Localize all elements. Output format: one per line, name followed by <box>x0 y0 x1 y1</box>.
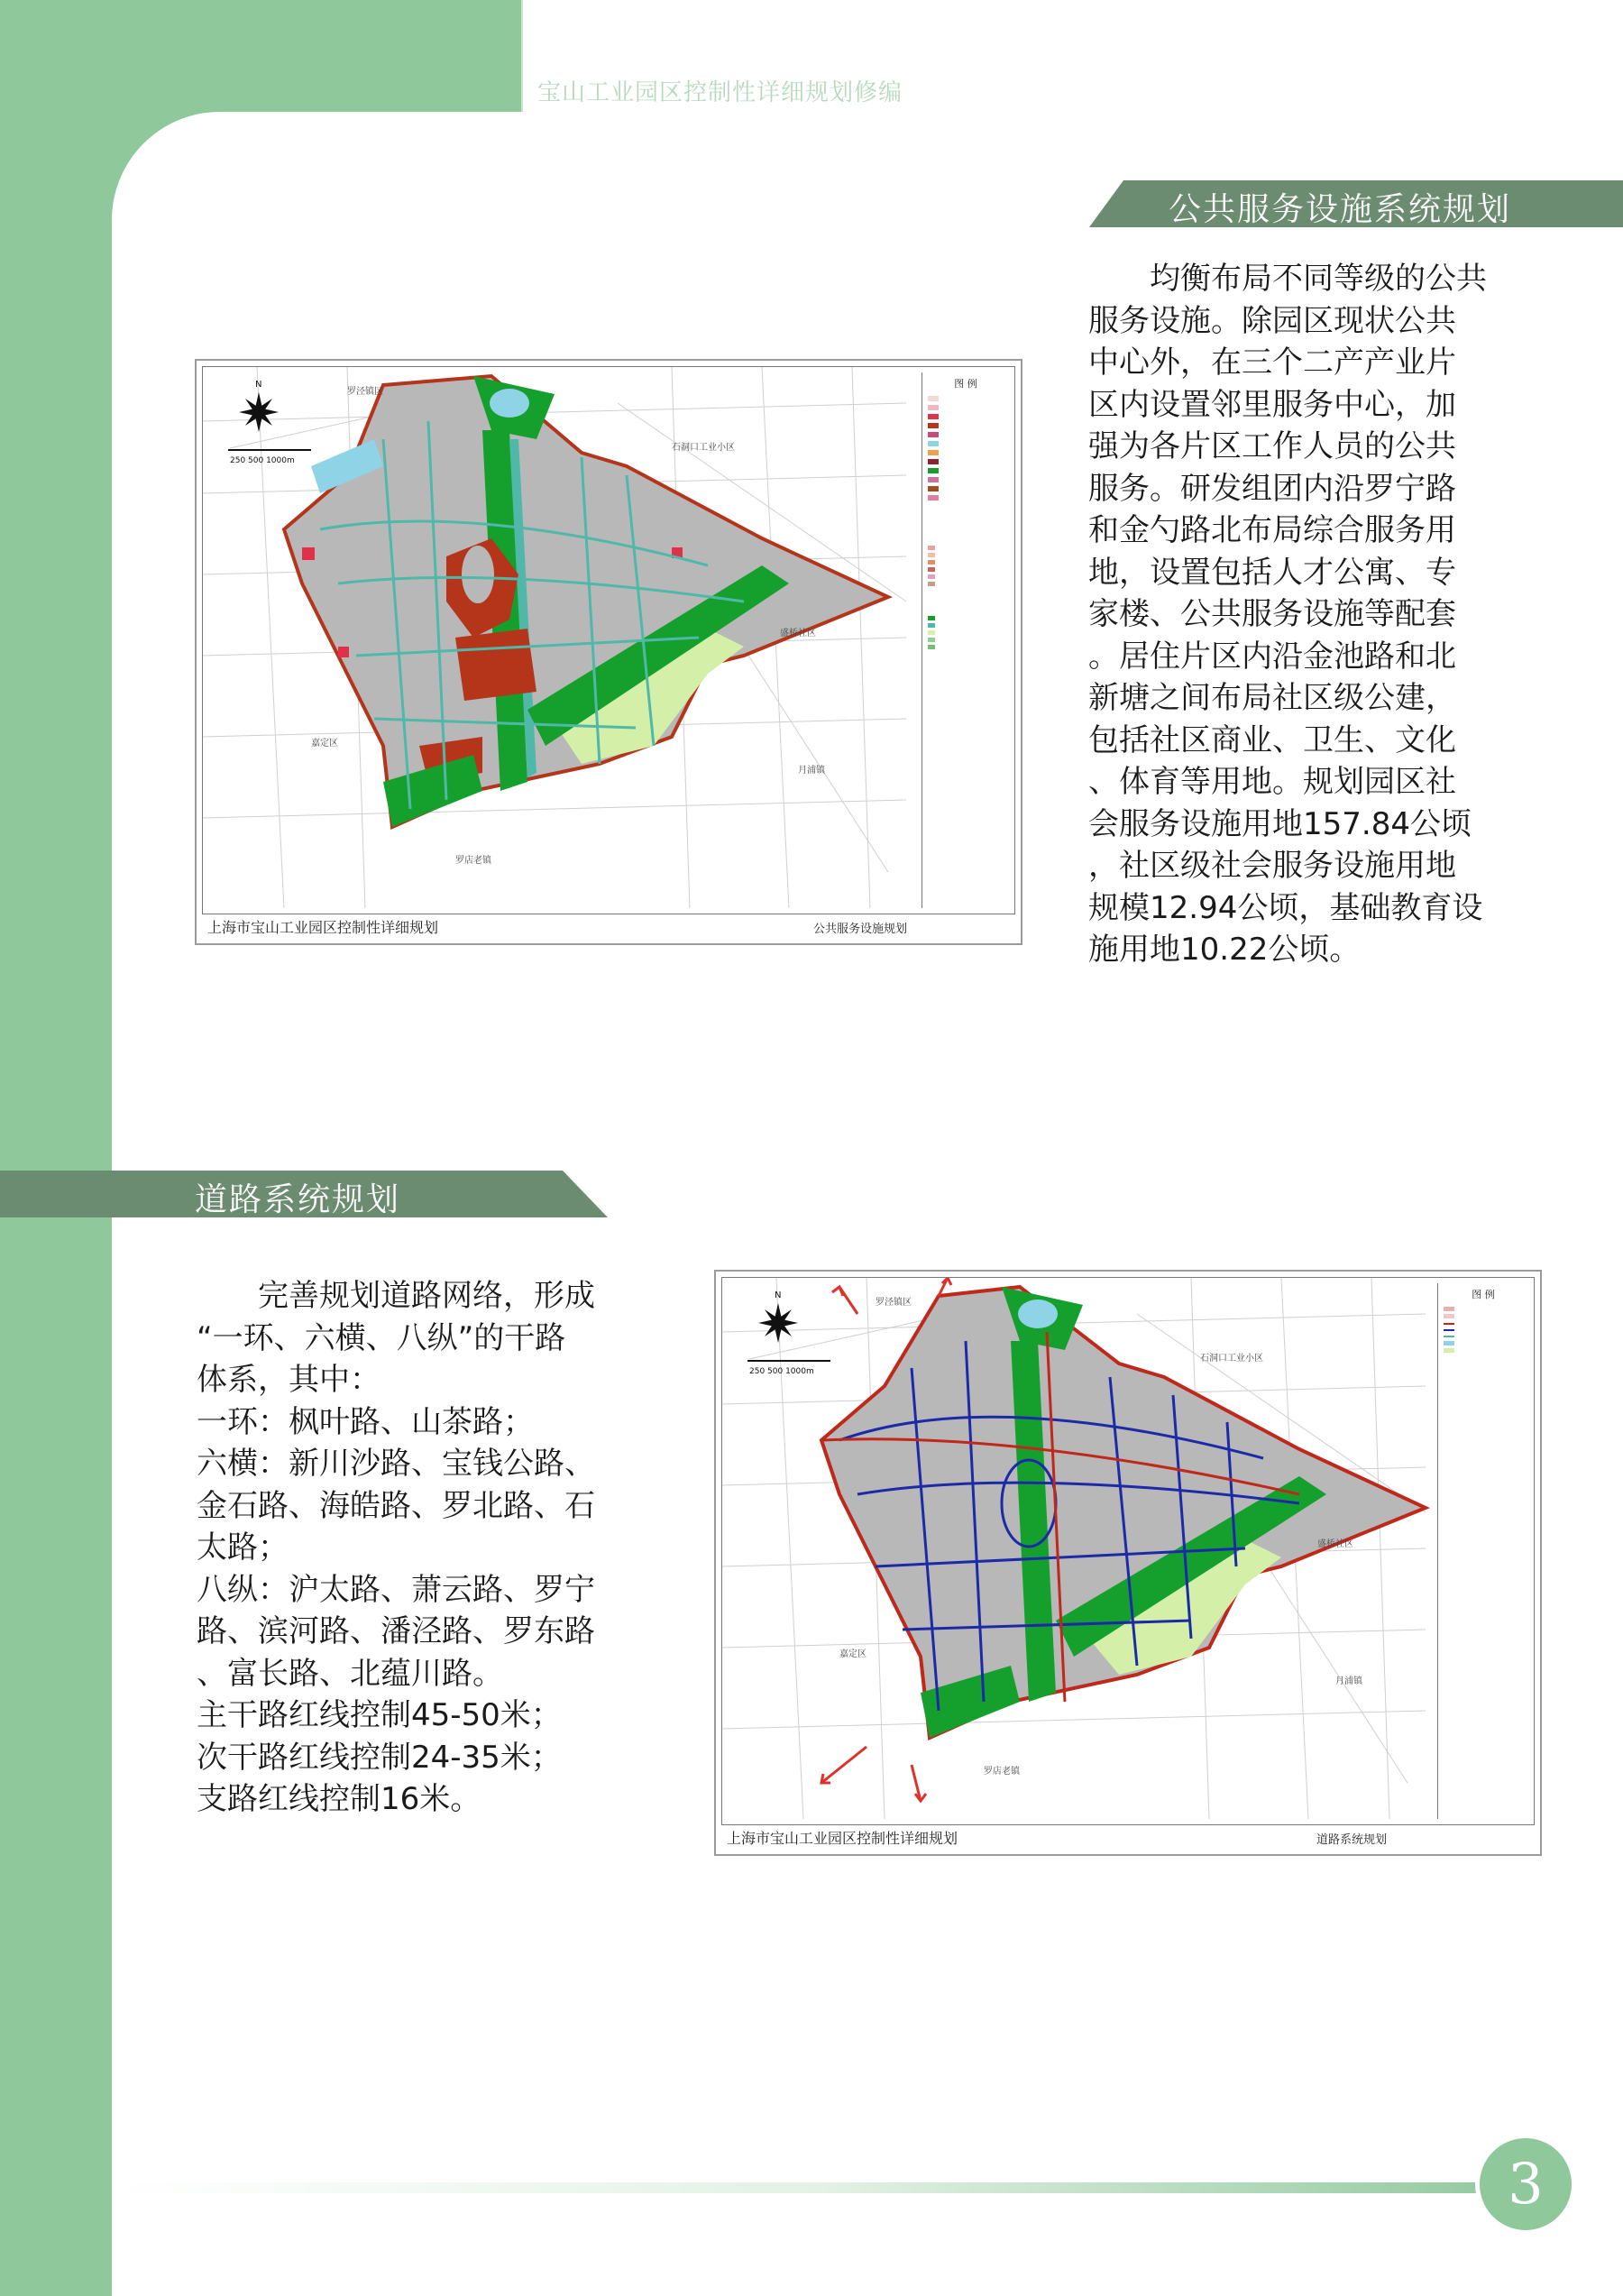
text-line: 、体育等用地。规划园区社 <box>1088 764 1456 800</box>
map-label: 嘉定区 <box>311 739 338 748</box>
north-label: N <box>255 380 262 390</box>
text-line: 太路； <box>197 1529 289 1566</box>
text-line: 规模12.94公顷，基础教育设 <box>1088 889 1483 926</box>
map-label: 月浦镇 <box>1335 1676 1362 1686</box>
text-line: 会服务设施用地157.84公顷 <box>1088 805 1472 842</box>
footer-gradient-line <box>112 2182 1536 2193</box>
text-line: 区内设置邻里服务中心，加 <box>1088 386 1456 423</box>
text-line: 和金勺路北布局综合服务用 <box>1088 512 1456 548</box>
text-line: 服务设施。除园区现状公共 <box>1088 302 1456 339</box>
left-green-band <box>0 0 112 2296</box>
map-label: 罗泾镇区 <box>347 387 383 397</box>
text-line: 包括社区商业、卫生、文化 <box>1088 721 1456 758</box>
map-label: 嘉定区 <box>839 1649 867 1659</box>
text-line: 八纵：沪太路、萧云路、罗宁 <box>197 1571 595 1608</box>
map-label: 盛桥社区 <box>1317 1539 1353 1549</box>
text-line: 主干路红线控制45-50米； <box>197 1697 562 1733</box>
text-line: 地，设置包括人才公寓、专 <box>1088 554 1456 591</box>
public-services-map <box>195 359 1022 945</box>
legend-title: 图 例 <box>1472 1289 1495 1300</box>
text-line: 服务。研发组团内沿罗宁路 <box>1088 470 1456 507</box>
top-divider <box>521 0 523 112</box>
map-label: 罗泾镇区 <box>876 1298 912 1308</box>
public-services-paragraph <box>1088 258 1487 971</box>
map-label: 罗店老镇 <box>984 1767 1020 1777</box>
text-line: 完善规划道路网络，形成 <box>197 1278 595 1314</box>
map-label: 罗店老镇 <box>455 856 491 866</box>
map-label: 月浦镇 <box>798 766 825 776</box>
text-line: 体系，其中： <box>197 1362 381 1398</box>
text-line: “一环、六横、八纵”的干路 <box>197 1319 566 1356</box>
text-line: 六横：新川沙路、宝钱公路、 <box>197 1446 595 1482</box>
text-line: 金石路、海皓路、罗北路、石 <box>197 1487 595 1524</box>
text-line: 、富长路、北蕴川路。 <box>197 1655 503 1692</box>
road-system-map <box>714 1270 1542 1856</box>
map-legend <box>922 372 1009 908</box>
text-line: 家楼、公共服务设施等配套 <box>1088 596 1456 632</box>
section-title-road-system: 道路系统规划 <box>195 1181 401 1218</box>
map-footer-title: 上海市宝山工业园区控制性详细规划 <box>207 919 439 936</box>
public-services-map-drawing <box>203 367 1014 908</box>
document-title: 宝山工业园区控制性详细规划修编 <box>537 79 903 106</box>
scale-label: 250 500 1000m <box>230 456 295 465</box>
map-label: 石洞口工业小区 <box>672 443 735 453</box>
text-line: 强为各片区工作人员的公共 <box>1088 428 1456 464</box>
map-footer-name: 公共服务设施规划 <box>813 923 908 936</box>
map-footer <box>202 914 1015 938</box>
text-line: 支路红线控制16米。 <box>197 1781 481 1817</box>
page-number: 3 <box>1475 2134 1576 2235</box>
text-line: 均衡布局不同等级的公共 <box>1088 261 1487 297</box>
map-label: 盛桥社区 <box>780 629 816 638</box>
map-legend <box>1437 1283 1528 1819</box>
road-system-map-drawing <box>722 1278 1534 1819</box>
map-canvas <box>721 1277 1535 1849</box>
map-label: 石洞口工业小区 <box>1200 1354 1263 1364</box>
scale-label: 250 500 1000m <box>749 1367 814 1376</box>
north-label: N <box>775 1290 782 1300</box>
text-line: 中心外，在三个二产产业片 <box>1088 344 1456 381</box>
text-line: 新塘之间布局社区级公建， <box>1088 680 1456 716</box>
legend-title: 图 例 <box>954 378 977 390</box>
frame-corner <box>112 112 220 220</box>
text-line: ，社区级社会服务设施用地 <box>1088 848 1456 884</box>
map-footer <box>721 1824 1535 1849</box>
road-system-paragraph <box>197 1275 595 1821</box>
text-line: 次干路红线控制24-35米； <box>197 1739 562 1776</box>
map-footer-name: 道路系统规划 <box>1316 1833 1388 1847</box>
map-canvas <box>202 366 1015 938</box>
section-title-public-services: 公共服务设施系统规划 <box>1169 191 1512 228</box>
text-line: 。居住片区内沿金池路和北 <box>1088 638 1456 675</box>
text-line: 施用地10.22公顷。 <box>1088 932 1361 968</box>
map-footer-title: 上海市宝山工业园区控制性详细规划 <box>727 1830 958 1847</box>
top-green-band <box>0 0 521 112</box>
legend-swatches <box>922 390 1009 688</box>
legend-swatches <box>1438 1301 1528 1410</box>
text-line: 一环：枫叶路、山茶路； <box>197 1403 534 1440</box>
text-line: 路、滨河路、潘泾路、罗东路 <box>197 1613 595 1649</box>
